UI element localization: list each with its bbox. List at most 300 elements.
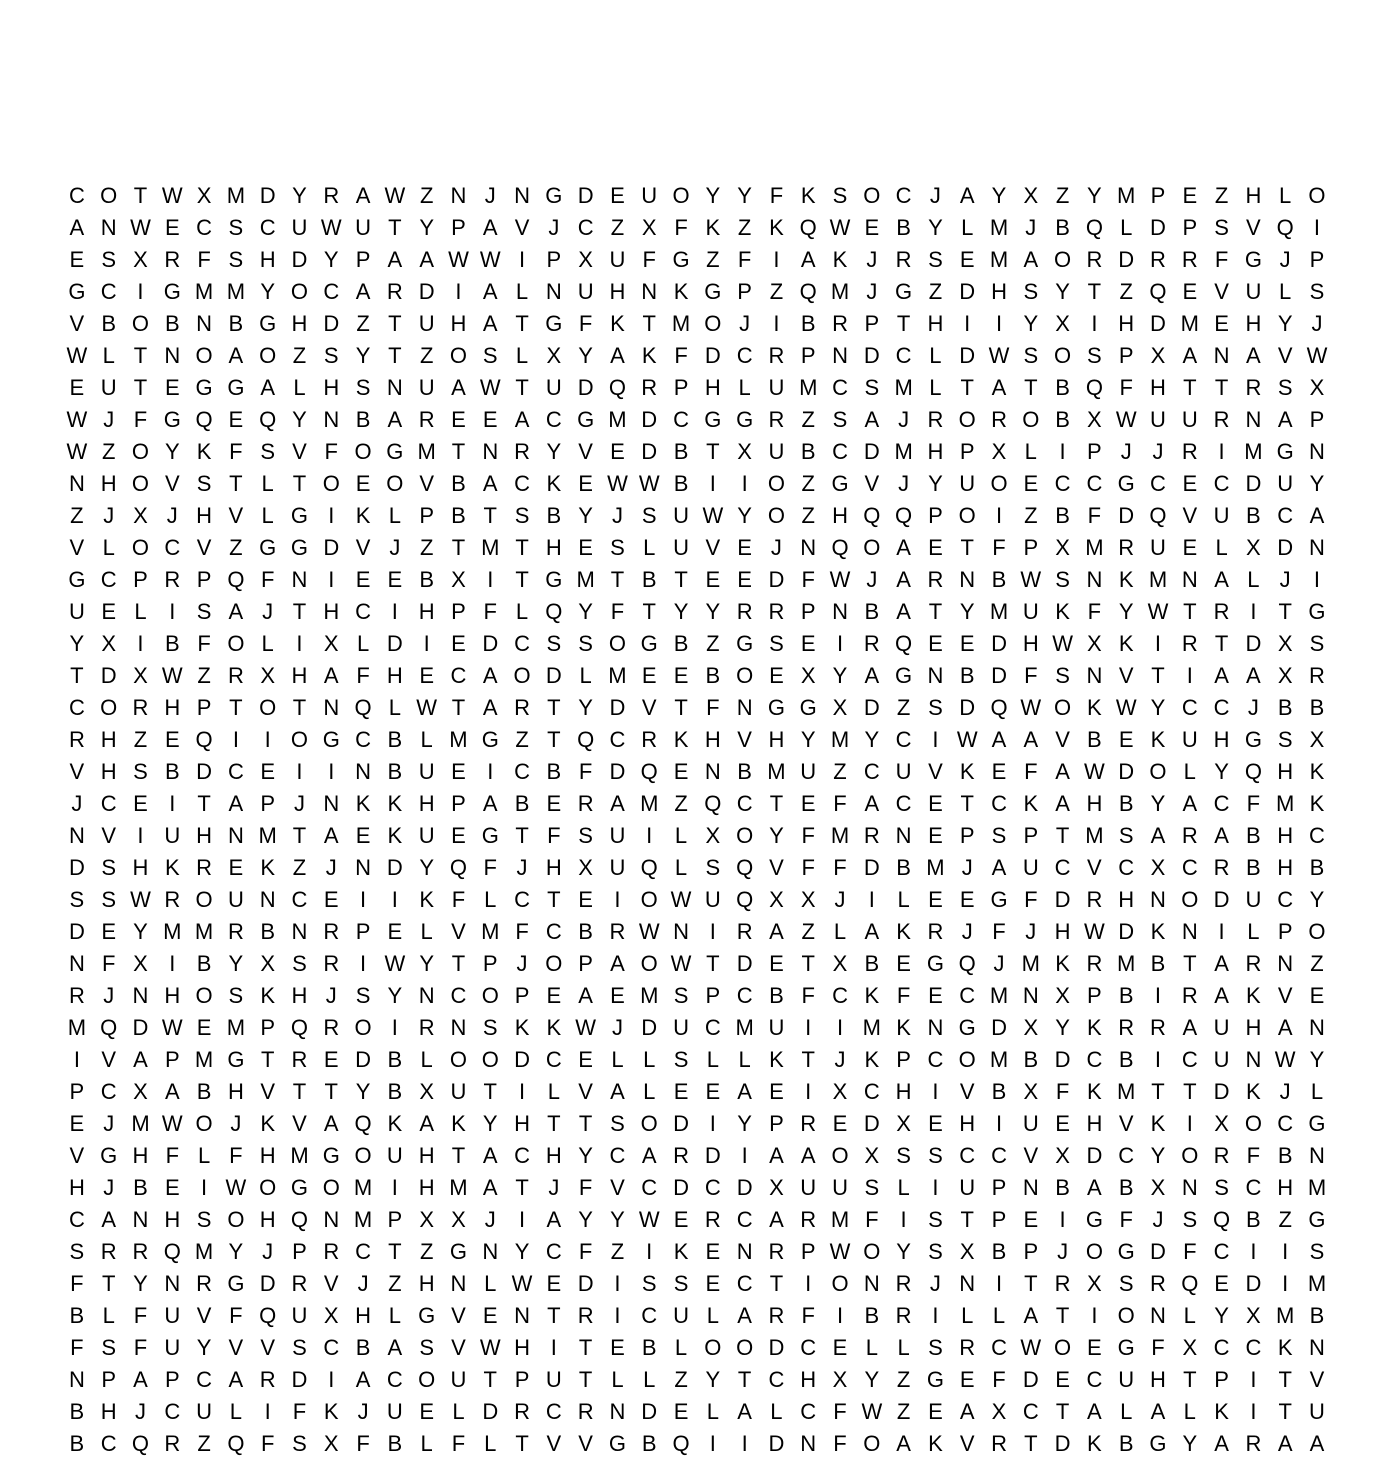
grid-cell[interactable]: A (1214, 983, 1229, 1008)
grid-cell[interactable]: B (419, 567, 434, 592)
grid-cell[interactable]: U (768, 375, 785, 400)
grid-cell[interactable]: C (1277, 887, 1294, 912)
grid-cell[interactable]: O (481, 983, 499, 1008)
grid-cell[interactable]: Z (1119, 279, 1133, 304)
grid-cell[interactable]: H (609, 279, 626, 304)
grid-cell[interactable]: Y (737, 503, 752, 528)
grid-cell[interactable]: C (100, 791, 117, 816)
grid-cell[interactable]: T (388, 311, 402, 336)
grid-cell[interactable]: V (1087, 855, 1102, 880)
grid-cell[interactable]: E (482, 1303, 498, 1328)
grid-cell[interactable]: R (863, 631, 880, 656)
grid-cell[interactable]: G (1117, 1335, 1135, 1360)
grid-cell[interactable]: C (704, 1015, 721, 1040)
grid-cell[interactable]: A (1150, 823, 1166, 848)
grid-cell[interactable]: A (482, 471, 498, 496)
grid-cell[interactable]: G (163, 279, 181, 304)
grid-cell[interactable]: P (800, 343, 816, 368)
grid-cell[interactable]: Y (1182, 1431, 1198, 1456)
grid-cell[interactable]: A (482, 695, 498, 720)
grid-cell[interactable]: A (737, 1079, 752, 1104)
grid-cell[interactable]: C (68, 695, 85, 720)
grid-cell[interactable]: P (292, 1239, 307, 1264)
grid-cell[interactable]: O (449, 343, 468, 368)
grid-cell[interactable]: I (296, 631, 303, 656)
grid-cell[interactable]: J (103, 407, 115, 432)
grid-cell[interactable]: V (864, 471, 880, 496)
grid-cell[interactable]: P (260, 1015, 276, 1040)
grid-cell[interactable]: C (100, 279, 117, 304)
grid-cell[interactable]: Z (1214, 183, 1229, 208)
grid-cell[interactable]: L (420, 1047, 433, 1072)
grid-cell[interactable]: C (1277, 1111, 1294, 1136)
grid-cell[interactable]: T (1055, 1399, 1070, 1424)
grid-cell[interactable]: C (927, 1047, 944, 1072)
grid-cell[interactable]: L (197, 1143, 211, 1168)
grid-cell[interactable]: N (323, 791, 340, 816)
grid-cell[interactable]: O (195, 343, 213, 368)
grid-cell[interactable]: N (1181, 567, 1198, 592)
grid-cell[interactable]: D (1150, 311, 1166, 336)
grid-cell[interactable]: I (391, 1175, 398, 1200)
grid-cell[interactable]: S (864, 375, 880, 400)
grid-cell[interactable]: T (1183, 951, 1197, 976)
grid-cell[interactable]: R (991, 1431, 1007, 1456)
grid-cell[interactable]: N (386, 375, 403, 400)
grid-cell[interactable]: S (292, 1431, 307, 1456)
grid-cell[interactable]: H (895, 1079, 912, 1104)
grid-cell[interactable]: W (384, 183, 406, 208)
grid-cell[interactable]: U (800, 759, 817, 784)
grid-cell[interactable]: A (1277, 407, 1293, 432)
grid-cell[interactable]: W (225, 1175, 247, 1200)
grid-cell[interactable]: X (896, 1111, 911, 1136)
grid-cell[interactable]: V (928, 759, 943, 784)
grid-cell[interactable]: U (1150, 535, 1166, 560)
grid-cell[interactable]: K (1150, 919, 1166, 944)
grid-cell[interactable]: T (1024, 375, 1038, 400)
grid-cell[interactable]: U (800, 1175, 817, 1200)
grid-cell[interactable]: Z (896, 1399, 911, 1424)
grid-cell[interactable]: O (863, 1431, 881, 1456)
grid-cell[interactable]: O (831, 1271, 849, 1296)
grid-cell[interactable]: N (959, 567, 976, 592)
grid-cell[interactable]: M (417, 439, 436, 464)
grid-cell[interactable]: E (323, 1047, 339, 1072)
grid-cell[interactable]: D (736, 1175, 753, 1200)
grid-cell[interactable]: T (801, 1047, 815, 1072)
grid-cell[interactable]: C (1245, 1175, 1262, 1200)
grid-cell[interactable]: E (959, 1367, 975, 1392)
grid-cell[interactable]: J (357, 1399, 369, 1424)
grid-cell[interactable]: W (161, 663, 183, 688)
grid-cell[interactable]: Z (292, 855, 307, 880)
grid-cell[interactable]: I (1091, 1303, 1098, 1328)
grid-cell[interactable]: W (479, 247, 501, 272)
grid-cell[interactable]: M (989, 983, 1009, 1008)
grid-cell[interactable]: O (736, 1335, 754, 1360)
grid-cell[interactable]: F (197, 631, 211, 656)
grid-cell[interactable]: T (483, 503, 497, 528)
grid-cell[interactable]: N (1150, 887, 1166, 912)
grid-cell[interactable]: T (388, 215, 402, 240)
grid-cell[interactable]: E (928, 791, 943, 816)
grid-cell[interactable]: G (481, 727, 499, 752)
grid-cell[interactable]: R (577, 791, 594, 816)
grid-cell[interactable]: H (704, 375, 721, 400)
grid-cell[interactable]: B (1246, 1207, 1261, 1232)
grid-cell[interactable]: B (228, 311, 244, 336)
grid-cell[interactable]: D (863, 1111, 880, 1136)
grid-cell[interactable]: C (800, 1335, 817, 1360)
grid-cell[interactable]: Y (737, 1111, 752, 1136)
grid-cell[interactable]: A (769, 919, 784, 944)
grid-cell[interactable]: N (1245, 407, 1262, 432)
grid-cell[interactable]: E (546, 983, 562, 1008)
grid-cell[interactable]: I (550, 1335, 557, 1360)
grid-cell[interactable]: Y (419, 215, 434, 240)
grid-cell[interactable]: R (68, 983, 85, 1008)
grid-cell[interactable]: D (1245, 1271, 1262, 1296)
grid-cell[interactable]: I (1282, 1239, 1289, 1264)
grid-cell[interactable]: E (101, 599, 117, 624)
grid-cell[interactable]: G (259, 535, 277, 560)
grid-cell[interactable]: D (736, 951, 753, 976)
grid-cell[interactable]: X (1087, 407, 1102, 432)
grid-cell[interactable]: X (1023, 183, 1039, 208)
grid-cell[interactable]: Q (131, 1431, 150, 1456)
grid-cell[interactable]: J (103, 1175, 115, 1200)
grid-cell[interactable]: C (514, 1143, 530, 1168)
grid-cell[interactable]: A (896, 1431, 911, 1456)
grid-cell[interactable]: A (1182, 343, 1198, 368)
grid-cell[interactable]: V (260, 1079, 276, 1104)
grid-cell[interactable]: Y (1214, 1303, 1229, 1328)
grid-cell[interactable]: O (131, 471, 150, 496)
grid-cell[interactable]: K (451, 1111, 466, 1136)
grid-cell[interactable]: G (1085, 1207, 1103, 1232)
grid-cell[interactable]: W (66, 439, 88, 464)
grid-cell[interactable]: G (481, 823, 499, 848)
grid-cell[interactable]: J (166, 503, 178, 528)
grid-cell[interactable]: F (451, 887, 466, 912)
grid-cell[interactable]: E (1214, 311, 1229, 336)
grid-cell[interactable]: R (1054, 1271, 1071, 1296)
grid-cell[interactable]: B (864, 599, 880, 624)
grid-cell[interactable]: D (768, 567, 785, 592)
grid-cell[interactable]: T (769, 1271, 784, 1296)
grid-cell[interactable]: Y (832, 663, 848, 688)
grid-cell[interactable]: X (133, 503, 148, 528)
grid-cell[interactable]: D (259, 183, 276, 208)
grid-cell[interactable]: Y (323, 247, 339, 272)
grid-cell[interactable]: F (1024, 759, 1038, 784)
grid-cell[interactable]: Y (1055, 1015, 1070, 1040)
grid-cell[interactable]: I (1250, 1239, 1257, 1264)
grid-cell[interactable]: F (769, 183, 784, 208)
grid-cell[interactable]: L (261, 471, 274, 496)
grid-cell[interactable]: G (100, 1143, 118, 1168)
grid-cell[interactable]: S (928, 1207, 943, 1232)
grid-cell[interactable]: B (451, 503, 466, 528)
grid-cell[interactable]: Z (833, 759, 847, 784)
grid-cell[interactable]: Z (801, 471, 815, 496)
grid-cell[interactable]: Q (354, 1111, 372, 1136)
grid-cell[interactable]: P (196, 695, 212, 720)
grid-cell[interactable]: C (673, 407, 689, 432)
grid-cell[interactable]: F (324, 439, 338, 464)
grid-cell[interactable]: F (801, 567, 815, 592)
grid-cell[interactable]: M (1117, 951, 1136, 976)
grid-cell[interactable]: G (1276, 439, 1294, 464)
grid-cell[interactable]: I (1154, 1047, 1162, 1072)
grid-cell[interactable]: L (356, 631, 370, 656)
grid-cell[interactable]: Q (577, 727, 595, 752)
grid-cell[interactable]: Z (706, 247, 720, 272)
grid-cell[interactable]: R (323, 919, 340, 944)
grid-cell[interactable]: V (1277, 343, 1293, 368)
grid-cell[interactable]: N (68, 951, 85, 976)
grid-cell[interactable]: K (419, 887, 434, 912)
grid-cell[interactable]: Z (133, 727, 148, 752)
grid-cell[interactable]: Q (1181, 1271, 1199, 1296)
grid-cell[interactable]: X (419, 1207, 434, 1232)
grid-cell[interactable]: S (69, 887, 85, 912)
grid-cell[interactable]: X (133, 663, 148, 688)
grid-cell[interactable]: G (736, 407, 754, 432)
grid-cell[interactable]: H (291, 311, 308, 336)
grid-cell[interactable]: D (132, 1015, 149, 1040)
grid-cell[interactable]: A (896, 535, 911, 560)
grid-cell[interactable]: Y (292, 183, 307, 208)
grid-cell[interactable]: G (831, 471, 849, 496)
grid-cell[interactable]: I (995, 1111, 1003, 1136)
grid-cell[interactable]: W (320, 215, 342, 240)
grid-cell[interactable]: E (196, 1015, 212, 1040)
grid-cell[interactable]: E (355, 471, 371, 496)
grid-cell[interactable]: G (704, 407, 722, 432)
grid-cell[interactable]: T (515, 311, 529, 336)
grid-cell[interactable]: W (1084, 919, 1105, 944)
grid-cell[interactable]: G (290, 535, 309, 560)
grid-cell[interactable]: Y (1309, 471, 1325, 496)
grid-cell[interactable]: E (832, 1111, 848, 1136)
grid-cell[interactable]: T (260, 1047, 275, 1072)
grid-cell[interactable]: O (131, 311, 150, 336)
grid-cell[interactable]: G (227, 1047, 245, 1072)
grid-cell[interactable]: G (672, 247, 690, 272)
grid-cell[interactable]: G (1308, 1207, 1326, 1232)
grid-cell[interactable]: J (1057, 1239, 1069, 1264)
grid-cell[interactable]: B (1309, 1303, 1325, 1328)
grid-cell[interactable]: R (1245, 375, 1262, 400)
grid-cell[interactable]: K (1150, 1111, 1166, 1136)
grid-cell[interactable]: D (291, 1367, 308, 1392)
grid-cell[interactable]: I (836, 631, 844, 656)
grid-cell[interactable]: C (100, 1431, 117, 1456)
grid-cell[interactable]: F (833, 855, 847, 880)
grid-cell[interactable]: S (1277, 727, 1293, 752)
grid-cell[interactable]: W (1274, 1047, 1296, 1072)
grid-cell[interactable]: P (69, 1079, 85, 1104)
grid-cell[interactable]: G (704, 279, 722, 304)
grid-cell[interactable]: C (641, 1175, 658, 1200)
grid-cell[interactable]: X (832, 1079, 848, 1104)
grid-cell[interactable]: C (959, 983, 976, 1008)
grid-cell[interactable]: C (1245, 1335, 1262, 1360)
grid-cell[interactable]: G (68, 567, 86, 592)
grid-cell[interactable]: L (420, 727, 433, 752)
grid-cell[interactable]: S (673, 1271, 689, 1296)
grid-cell[interactable]: A (991, 375, 1007, 400)
grid-cell[interactable]: Y (1150, 695, 1166, 720)
grid-cell[interactable]: M (1307, 1175, 1327, 1200)
grid-cell[interactable]: Z (292, 343, 307, 368)
grid-cell[interactable]: U (164, 823, 181, 848)
grid-cell[interactable]: Z (610, 215, 625, 240)
grid-cell[interactable]: O (1085, 1239, 1103, 1264)
grid-cell[interactable]: S (133, 759, 148, 784)
grid-cell[interactable]: K (705, 215, 721, 240)
grid-cell[interactable]: V (610, 1175, 625, 1200)
grid-cell[interactable]: C (863, 759, 880, 784)
grid-cell[interactable]: M (290, 1143, 309, 1168)
grid-cell[interactable]: O (195, 1111, 213, 1136)
grid-cell[interactable]: A (355, 279, 371, 304)
grid-cell[interactable]: U (355, 215, 372, 240)
grid-cell[interactable]: X (323, 631, 339, 656)
grid-cell[interactable]: D (386, 855, 403, 880)
grid-cell[interactable]: Y (959, 599, 975, 624)
grid-cell[interactable]: M (830, 823, 850, 848)
grid-cell[interactable]: A (323, 823, 339, 848)
grid-cell[interactable]: A (546, 1207, 562, 1232)
grid-cell[interactable]: B (1055, 375, 1070, 400)
grid-cell[interactable]: L (388, 503, 401, 528)
grid-cell[interactable]: U (418, 311, 435, 336)
grid-cell[interactable]: M (481, 535, 500, 560)
grid-cell[interactable]: P (769, 1111, 784, 1136)
grid-cell[interactable]: H (1245, 183, 1262, 208)
grid-cell[interactable]: D (1213, 887, 1230, 912)
grid-cell[interactable]: O (1149, 759, 1167, 784)
grid-cell[interactable]: C (545, 1239, 562, 1264)
grid-cell[interactable]: E (69, 247, 85, 272)
grid-cell[interactable]: D (1245, 471, 1262, 496)
grid-cell[interactable]: L (833, 919, 847, 944)
grid-cell[interactable]: P (1150, 183, 1166, 208)
grid-cell[interactable]: V (355, 535, 371, 560)
grid-cell[interactable]: I (137, 631, 144, 656)
grid-cell[interactable]: L (515, 599, 529, 624)
grid-cell[interactable]: B (133, 1175, 148, 1200)
grid-cell[interactable]: B (387, 1431, 403, 1456)
grid-cell[interactable]: U (1277, 471, 1294, 496)
grid-cell[interactable]: X (1087, 1271, 1102, 1296)
grid-cell[interactable]: N (450, 1015, 467, 1040)
grid-cell[interactable]: P (451, 215, 466, 240)
grid-cell[interactable]: V (260, 1335, 276, 1360)
grid-cell[interactable]: S (196, 471, 212, 496)
grid-cell[interactable]: X (1309, 727, 1325, 752)
grid-cell[interactable]: K (1246, 983, 1261, 1008)
grid-cell[interactable]: O (354, 1015, 372, 1040)
grid-cell[interactable]: V (69, 1143, 85, 1168)
grid-cell[interactable]: R (1150, 1271, 1166, 1296)
grid-cell[interactable]: E (1087, 1335, 1102, 1360)
grid-cell[interactable]: Y (610, 1207, 625, 1232)
grid-cell[interactable]: O (227, 1207, 245, 1232)
grid-cell[interactable]: S (991, 823, 1007, 848)
grid-cell[interactable]: I (328, 759, 335, 784)
grid-cell[interactable]: B (769, 983, 784, 1008)
grid-cell[interactable]: M (353, 1175, 373, 1200)
grid-cell[interactable]: D (673, 1111, 689, 1136)
grid-cell[interactable]: T (610, 567, 625, 592)
grid-cell[interactable]: T (578, 1367, 593, 1392)
grid-cell[interactable]: E (610, 983, 625, 1008)
grid-cell[interactable]: Y (673, 599, 689, 624)
grid-cell[interactable]: J (993, 951, 1005, 976)
grid-cell[interactable]: H (132, 1143, 149, 1168)
grid-cell[interactable]: A (800, 247, 816, 272)
grid-cell[interactable]: E (800, 791, 816, 816)
grid-cell[interactable]: G (195, 375, 213, 400)
grid-cell[interactable]: U (609, 855, 626, 880)
grid-cell[interactable]: U (386, 1143, 403, 1168)
grid-cell[interactable]: E (673, 1079, 689, 1104)
grid-cell[interactable]: B (355, 407, 371, 432)
grid-cell[interactable]: G (577, 407, 595, 432)
grid-cell[interactable]: Y (578, 503, 593, 528)
grid-cell[interactable]: A (228, 1367, 244, 1392)
grid-cell[interactable]: B (1118, 1431, 1134, 1456)
grid-cell[interactable]: Y (387, 983, 403, 1008)
grid-cell[interactable]: V (69, 535, 85, 560)
grid-cell[interactable]: N (927, 663, 944, 688)
grid-cell[interactable]: T (1183, 599, 1197, 624)
grid-cell[interactable]: X (1023, 1079, 1039, 1104)
grid-cell[interactable]: H (196, 823, 213, 848)
grid-cell[interactable]: S (641, 503, 657, 528)
grid-cell[interactable]: A (578, 983, 593, 1008)
grid-cell[interactable]: M (989, 247, 1009, 272)
grid-cell[interactable]: T (101, 1271, 116, 1296)
grid-cell[interactable]: K (1055, 951, 1070, 976)
grid-cell[interactable]: C (1213, 791, 1230, 816)
grid-cell[interactable]: E (164, 375, 180, 400)
grid-cell[interactable]: C (895, 791, 912, 816)
grid-cell[interactable]: D (418, 279, 435, 304)
grid-cell[interactable]: M (894, 439, 913, 464)
grid-cell[interactable]: T (388, 1239, 402, 1264)
grid-cell[interactable]: W (829, 567, 851, 592)
grid-cell[interactable]: H (991, 279, 1007, 304)
grid-cell[interactable]: D (863, 695, 880, 720)
grid-cell[interactable]: E (928, 1111, 943, 1136)
grid-cell[interactable]: W (861, 1399, 883, 1424)
grid-cell[interactable]: J (484, 1207, 496, 1232)
grid-cell[interactable]: V (1055, 727, 1070, 752)
grid-cell[interactable]: F (356, 663, 370, 688)
grid-cell[interactable]: P (260, 791, 276, 816)
grid-cell[interactable]: K (673, 1239, 689, 1264)
grid-cell[interactable]: C (323, 279, 340, 304)
grid-cell[interactable]: C (514, 631, 530, 656)
grid-cell[interactable]: U (577, 279, 594, 304)
grid-cell[interactable]: J (866, 279, 878, 304)
grid-cell[interactable]: N (800, 1431, 817, 1456)
